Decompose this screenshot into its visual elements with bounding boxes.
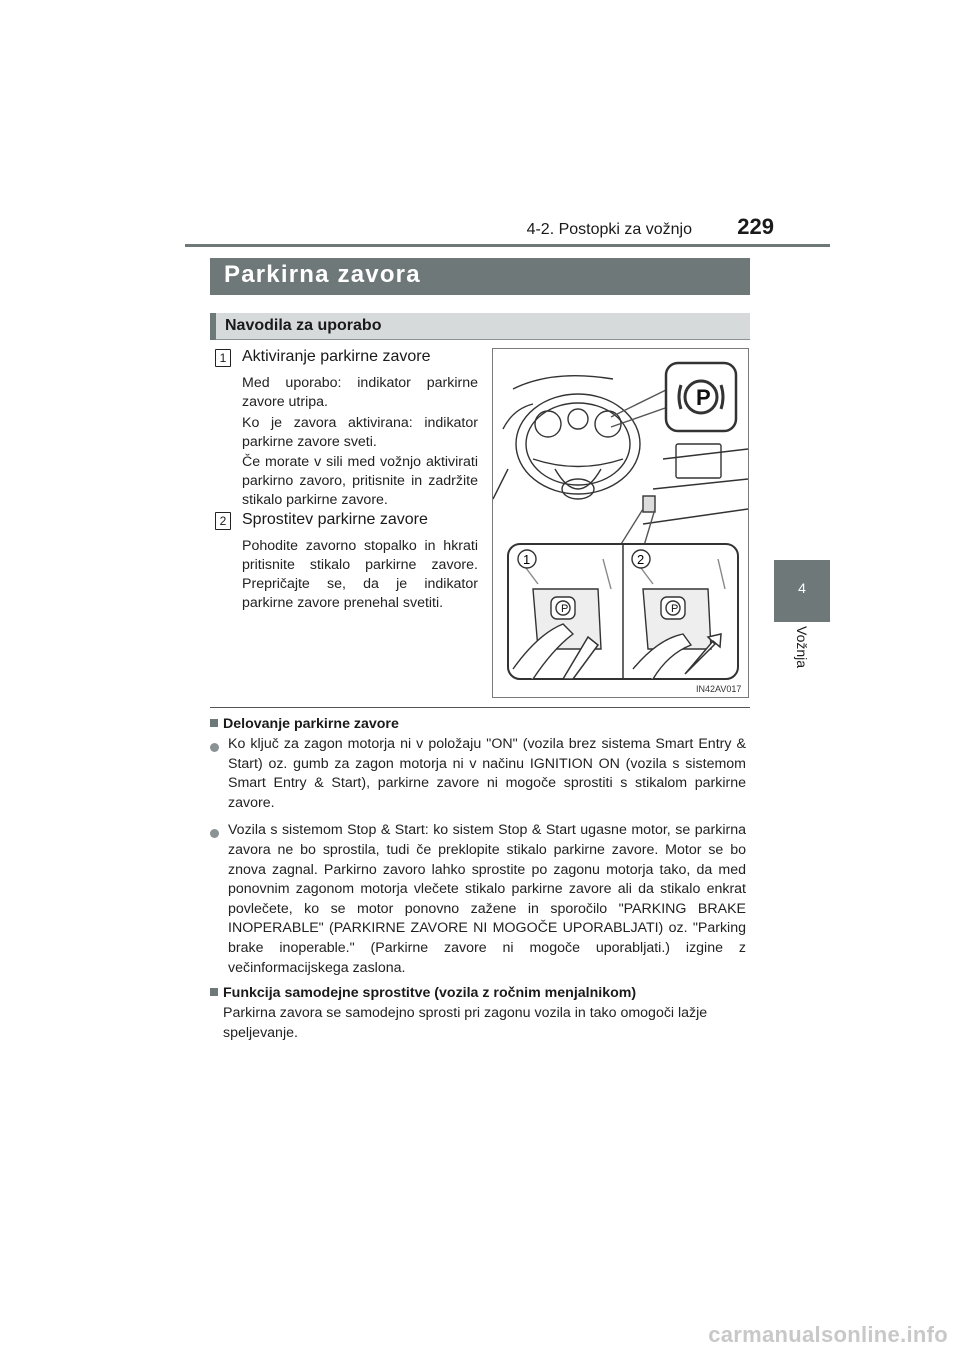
step-number-1: 1 [215,349,231,367]
step-1-paragraph-1: Med uporabo: indikator parkirne zavore utripa. [242,375,478,410]
circle-bullet-icon [210,743,219,752]
step-title-2: Sprostitev parkirne zavore [242,511,428,528]
step-title-1: Aktiviranje parkirne zavore [242,348,431,365]
chapter-label: Vožnja [794,626,810,669]
title-bar [210,258,750,295]
note-heading-2: Funkcija samodejne sprostitve (vozila z ročnim menjalnikom) [210,985,750,1001]
section-divider [210,707,750,708]
page-number: 229 [737,214,774,239]
note-text-2: Parkirna zavora se samodejno sprosti pri zagonu vozila in tako omogoči lažje speljevanje. [223,1005,708,1041]
header-rule [185,244,830,247]
inset-switch-p-left: P [561,603,569,615]
note-heading-1: Delovanje parkirne zavore [210,716,750,732]
page-title: Parkirna zavora [224,261,421,288]
circle-bullet-icon [210,829,219,838]
inset-label-1 [518,550,536,568]
subheading-accent [210,313,216,340]
step-number-2: 2 [215,512,231,530]
step-1-paragraph-2: Ko je zavora aktivirana: indikator parkirne zavore sveti. [242,415,478,450]
square-bullet-icon [210,988,218,996]
step-1-paragraph-3: Če morate v sili med vožnjo aktivirati parkirno zavoro, pritisnite in zadržite stikalo parkirne zavore. [242,454,478,508]
parking-brake-illustration [492,348,749,698]
step-2-paragraph-1: Pohodite zavorno stopalko in hkrati pritisnite stikalo parkirne zavore. Prepričajte se, da je indikator parkirne zavore prenehal svetiti. [242,538,478,611]
note-bullet-1: Ko ključ za zagon motorja ni v položaju "ON" (vozila brez sistema Smart Entry & Start) oz. gumb za zagon motorja ni v načinu IGNITION ON (vozila s sistemom Smart Entry & Start), parkirne zavore ni mogoče sprostiti s stikalom parkirne zavore. [210,735,750,813]
subheading: Navodila za uporabo [225,317,382,334]
square-bullet-icon [210,719,218,727]
callout-p-symbol: P [696,385,711,410]
inset-switch-p-right: P [671,603,679,615]
figure-code: IN42AV017 [696,684,742,694]
note-bullet-2: Vozila s sistemom Stop & Start: ko sistem Stop & Start ugasne motor, se parkirna zavora ne bo sprostila, tudi če preklopite stikalo parkirne zavore. Motor se bo znova zagnal. Parkirno zavoro lahko sprostite po zagonu motorja tako, da med ponovnim zagonom motorja vlečete stikalo parkirne zavore ali da stikalo enkrat povlečete, ko se motor ponovno zažene in sporočilo "PARKING BRAKE INOPERABLE" (PARKIRNE ZAVORE NI MOGOČE UPORABLJATI) oz. "Parking brake inoperable." (Parkirne zavore ni mogoče uporabljati.) izgine z večinformacijskega zaslona. [210,821,750,978]
dashboard-illustration [493,349,748,697]
footer-watermark: carmanualsonline.info [708,1322,948,1347]
notes-section [210,716,750,1043]
chapter-number: 4 [798,580,806,596]
inset-label-2 [632,550,650,568]
section-label: 4-2. Postopki za vožnjo [526,221,692,238]
chapter-tab [774,560,830,622]
svg-text:1: 1 [523,552,531,567]
svg-text:2: 2 [637,552,645,567]
